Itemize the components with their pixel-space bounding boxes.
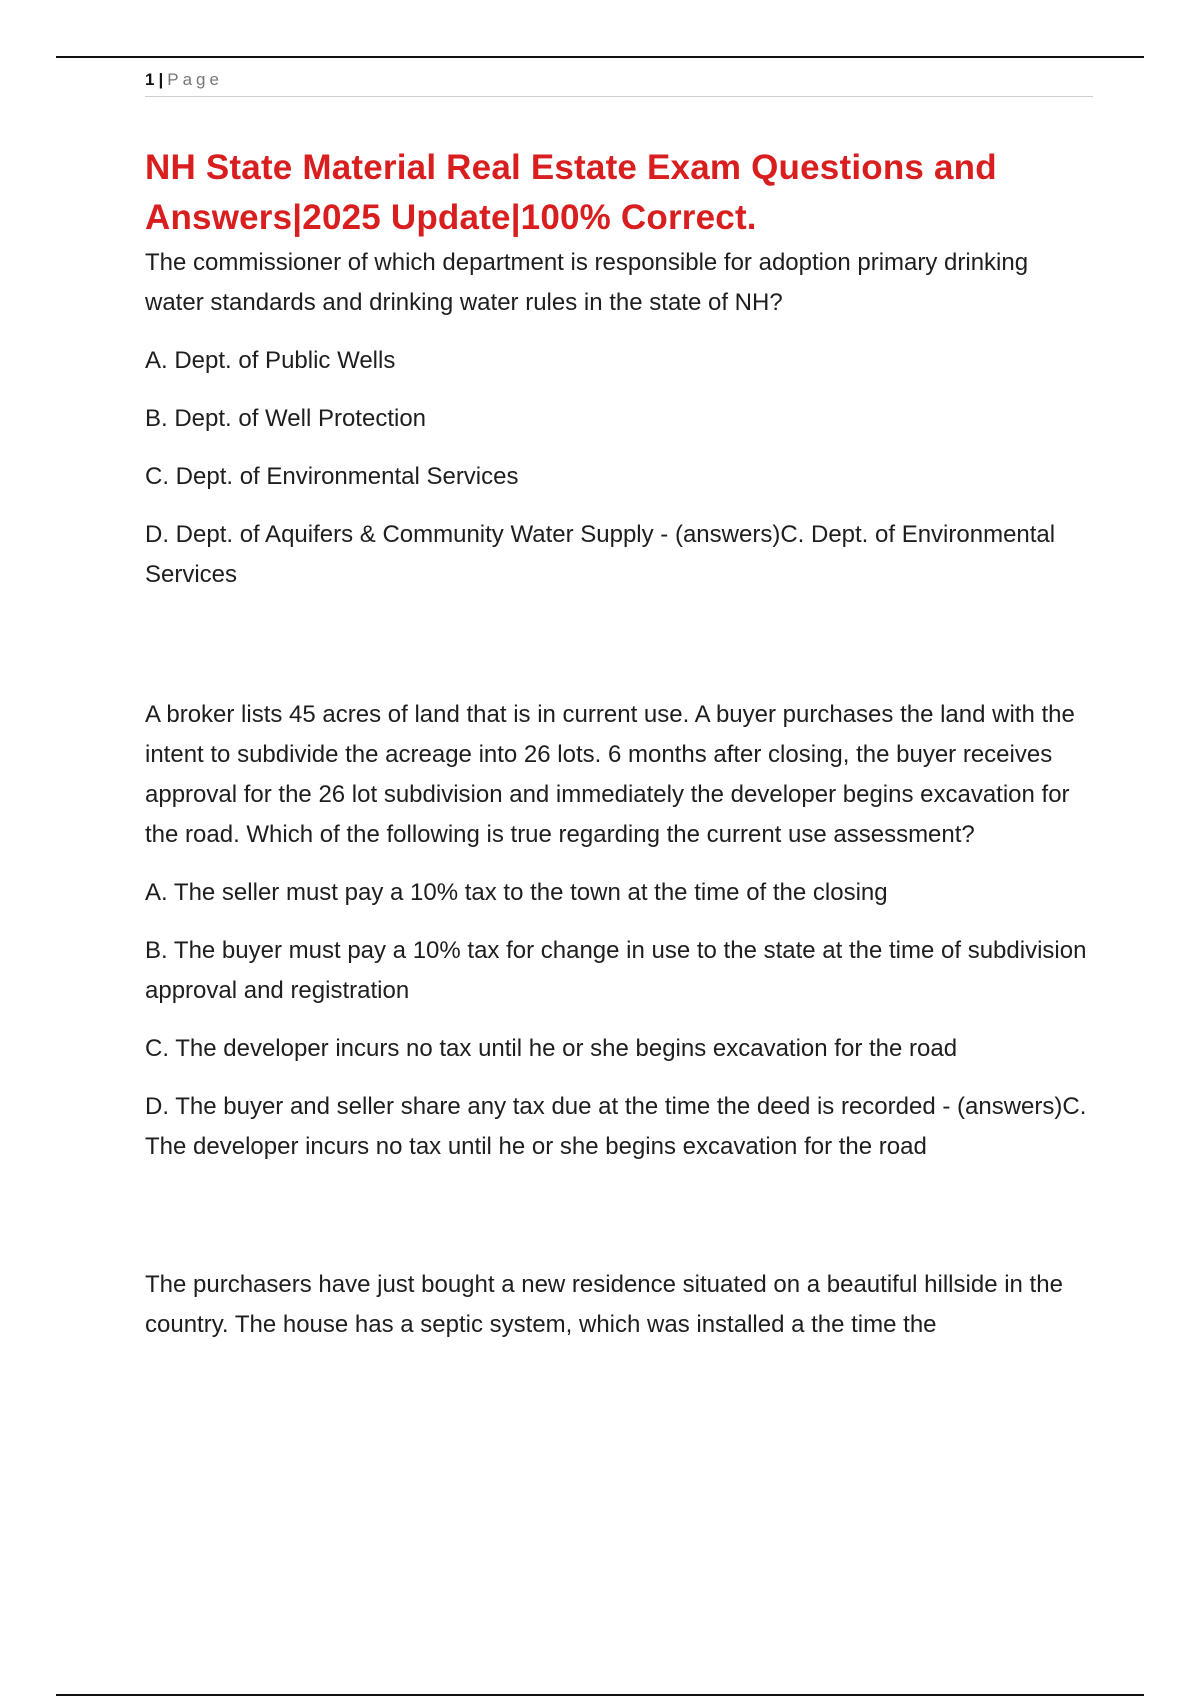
top-rule bbox=[56, 56, 1144, 58]
page-separator: | bbox=[158, 70, 164, 89]
document-page bbox=[145, 70, 1093, 1345]
page-number: 1 bbox=[145, 70, 155, 89]
question-2-text: A broker lists 45 acres of land that is in current use. A buyer purchases the land with the intent to subdivide the acreage into 26 lots. 6 months after closing, the buyer receives approval for the 26 lot subdivision and immediately the developer begins excavation for the road. Which of the following is true regarding the current use assessment? bbox=[145, 701, 1075, 848]
question-2-option-a: A. The seller must pay a 10% tax to the town at the time of the closing bbox=[145, 879, 888, 906]
question-1-option-d: D. Dept. of Aquifers & Community Water Supply - (answers)C. Dept. of Environmental Services bbox=[145, 521, 1056, 588]
question-2-option-c: C. The developer incurs no tax until he or she begins excavation for the road bbox=[145, 1035, 958, 1062]
bottom-rule bbox=[56, 1694, 1144, 1696]
question-2-option-d: D. The buyer and seller share any tax due at the time the deed is recorded - (answers)C. The developer incurs no tax until he or she begins excavation for the road bbox=[145, 1093, 1087, 1160]
document-title: NH State Material Real Estate Exam Questions and Answers|2025 Update|100% Correct. bbox=[145, 148, 997, 237]
question-2-option-b: B. The buyer must pay a 10% tax for change in use to the state at the time of subdivision approval and registration bbox=[145, 937, 1087, 1004]
question-3-text: The purchasers have just bought a new residence situated on a beautiful hillside in the country. The house has a septic system, which was installed a the time the bbox=[145, 1271, 1063, 1338]
page-header bbox=[145, 70, 1093, 97]
question-1-text: The commissioner of which department is responsible for adoption primary drinking water standards and drinking water rules in the state of NH? bbox=[145, 249, 1029, 316]
question-1-option-a: A. Dept. of Public Wells bbox=[145, 347, 396, 374]
page-word: Page bbox=[167, 70, 223, 89]
question-1-option-b: B. Dept. of Well Protection bbox=[145, 405, 427, 432]
question-1-option-c: C. Dept. of Environmental Services bbox=[145, 463, 519, 490]
